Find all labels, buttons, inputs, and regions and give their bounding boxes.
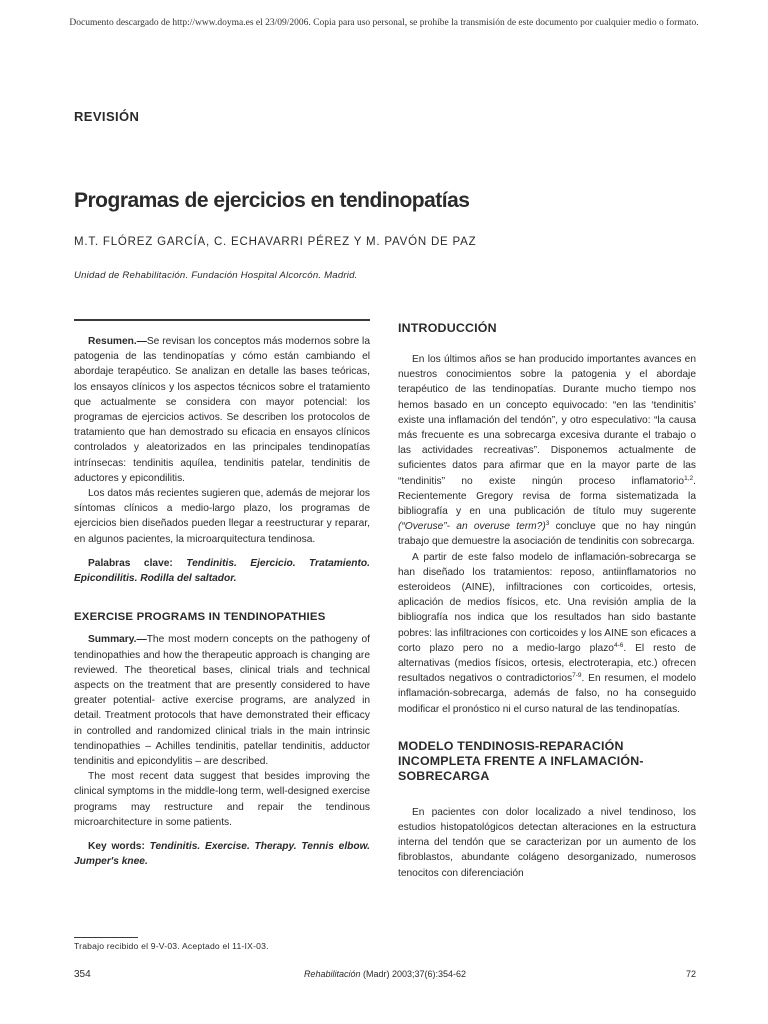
journal-citation: [74, 969, 696, 979]
keywords-en-label: Key words:: [88, 841, 145, 853]
authors: M.T. FLÓREZ GARCÍA, C. ECHAVARRI PÉREZ Y M. PAVÓN DE PAZ: [74, 236, 477, 248]
page-number: 354: [74, 969, 91, 980]
intro-paragraph-1: [398, 352, 696, 550]
keywords-en-text: Tendinitis. Exercise. Therapy. Tennis elbow. Jumper's knee.: [74, 841, 370, 868]
quoted-title: (“Overuse”- an overuse term?): [398, 521, 546, 533]
intro-p2-text-b: . El resto de alternativas (medios físicos, ortesis, electroterapia, etc.) ofrecen resultados negativos o contradictorios: [398, 642, 696, 685]
citation-1-2: 1,2: [684, 474, 694, 482]
citation-3: 3: [545, 520, 550, 528]
abstract-es-paragraph-1: [74, 334, 370, 486]
abstract-en-lead: Summary.—: [88, 634, 147, 646]
citation-4-6: 4-6: [613, 641, 624, 649]
intro-p1-text-b: . Recientemente Gregory revisa de forma sistematizada la bibliografía y en una publicación de título muy sugerente: [398, 475, 696, 518]
intro-p1-text-c: concluye que no hay ningún trabajo que demuestre la asociación de tendinitis con sobrecarga.: [398, 521, 696, 548]
download-notice: Documento descargado de http://www.doyma.es el 23/09/2006. Copia para uso personal, se prohíbe la transmisión de este documento por cualquier medio o formato.: [69, 18, 699, 28]
page-footer: [74, 969, 696, 983]
abstract-en-paragraph-1: [74, 632, 370, 769]
footnote: Trabajo recibido el 9-V-03. Aceptado el 11-IX-03.: [74, 941, 269, 951]
section2-paragraph-1: En pacientes con dolor localizado a nivel tendinoso, los estudios histopatológicos detectan alteraciones en la estructura interna del tendón que se caracterizan por un aumento de los fibroblastos, abundante colágeno desorganizado, numerosos tenocitos con diferenciación: [398, 806, 696, 879]
abstract-top-rule: [74, 319, 370, 321]
keywords-es-text: Tendinitis. Ejercicio. Tratamiento. Epicondilitis. Rodilla del saltador.: [74, 557, 370, 585]
abstract-en-paragraph-2: The most recent data suggest that besides improving the clinical symptoms in the middle-long term, well-designed exercise programs may restructure and repair the tendinous microarchitecture in some patients.: [74, 771, 370, 828]
intro-p2-text-a: A partir de este falso modelo de inflamación-sobrecarga se han diseñado los tratamientos: reposo, antiinflamatorios no esteroideos (AINE), infiltraciones con corticoides, ortesis, aplicación de medios físicos, etc. Una revisión amplia de la bibliografía nos indica que los resultados han sido bastante pobres: las infiltraciones con corticoides y los AINE son eficaces a corto plazo pero no a medio-largo plazo: [398, 551, 696, 654]
abstract-es-text-1: Se revisan los conceptos más modernos sobre la patogenia de las tendinopatías y cómo están cambiando el abordaje terapéutico. Se analizan en detalle las bases teóricas, los ensayos clínicos y los aspectos técnicos sobre el tratamiento que actualmente se considera con mayor potencial: los programas de ejercicios activos. Se describen los protocolos de tratamiento que han demostrado su eficacia en ensayos clínicos controlados y aleatorizados en las principales tendinopatías intrínsecas: tendinitis aquílea, tendinitis patelar, tendinitis de aductores y epicondilitis.: [74, 336, 370, 484]
right-column: [398, 319, 696, 881]
abstract-en-heading: EXERCISE PROGRAMS IN TENDINOPATHIES: [74, 611, 326, 624]
keywords-en: [74, 839, 370, 869]
abstract-english: [74, 610, 370, 869]
section-label: REVISIÓN: [74, 109, 140, 124]
abstract-spanish: [74, 334, 370, 586]
abstract-en-text-1: The most modern concepts on the pathogeny of tendinopathies and how the therapeutic approach is changing are reviewed. The theoretical bases, clinical trials and technical aspects on the treatment that are presently considered to have greater potential- active exercise programs, are analyzed in detail. Treatment protocols that have demonstrated their efficacy in controlled and randomized clinical trials in the main intrinsic tendinopathies – Achilles tendinitis, patellar tendinitis, adductor tendinitis and epicondylitis – are described.: [74, 634, 370, 768]
section2-heading: MODELO TENDINOSIS-REPARACIÓN INCOMPLETA FRENTE A INFLAMACIÓN-SOBRECARGA: [398, 738, 644, 783]
intro-heading: INTRODUCCIÓN: [398, 321, 497, 335]
abstract-es-paragraph-2: Los datos más recientes sugieren que, además de mejorar los síntomas clínicos a medio-largo plazo, los programas de ejercicios bien diseñados pueden llegar a reestructurar y reparar, en algunos pacientes, la microarquitectura tendinosa.: [74, 488, 370, 545]
footer-right-number: 72: [685, 969, 696, 979]
citation-7-9: 7-9: [572, 672, 582, 680]
affiliation: Unidad de Rehabilitación. Fundación Hospital Alcorcón. Madrid.: [74, 270, 358, 281]
journal-issue: (Madr) 2003;37(6):354-62: [360, 969, 467, 979]
left-column: [74, 319, 370, 870]
keywords-es-label: Palabras clave:: [88, 557, 173, 569]
footnote-rule: [74, 937, 138, 938]
intro-p1-text-a: En los últimos años se han producido importantes avances en nuestros conocimientos sobre la patogenia y el abordaje terapéutico de las tendinopatías. Durante mucho tiempo nos hemos basado en un concepto equivocado: “en las ‘tendinitis’ existe una inflamación del tendón”, y otro especulativo: “la causa más frecuente es una sobrecarga excesiva durante el trabajo o las actividades recreativas”. Disponemos actualmente de suficientes datos para afirmar que en la mayor parte de las “tendinitis” no existe ningún proceso inflamatorio: [398, 354, 696, 487]
journal-name: Rehabilitación: [303, 969, 361, 979]
article-title: Programas de ejercicios en tendinopatías: [74, 189, 470, 212]
abstract-es-lead: Resumen.—: [88, 336, 147, 347]
intro-p2-text-c: . En resumen, el modelo inflamación-sobrecarga, además de falso, no ha conseguido modificar el pronóstico ni el curso natural de las tendinopatías.: [398, 673, 697, 715]
intro-paragraph-2: [398, 550, 696, 717]
keywords-es: [74, 556, 370, 586]
